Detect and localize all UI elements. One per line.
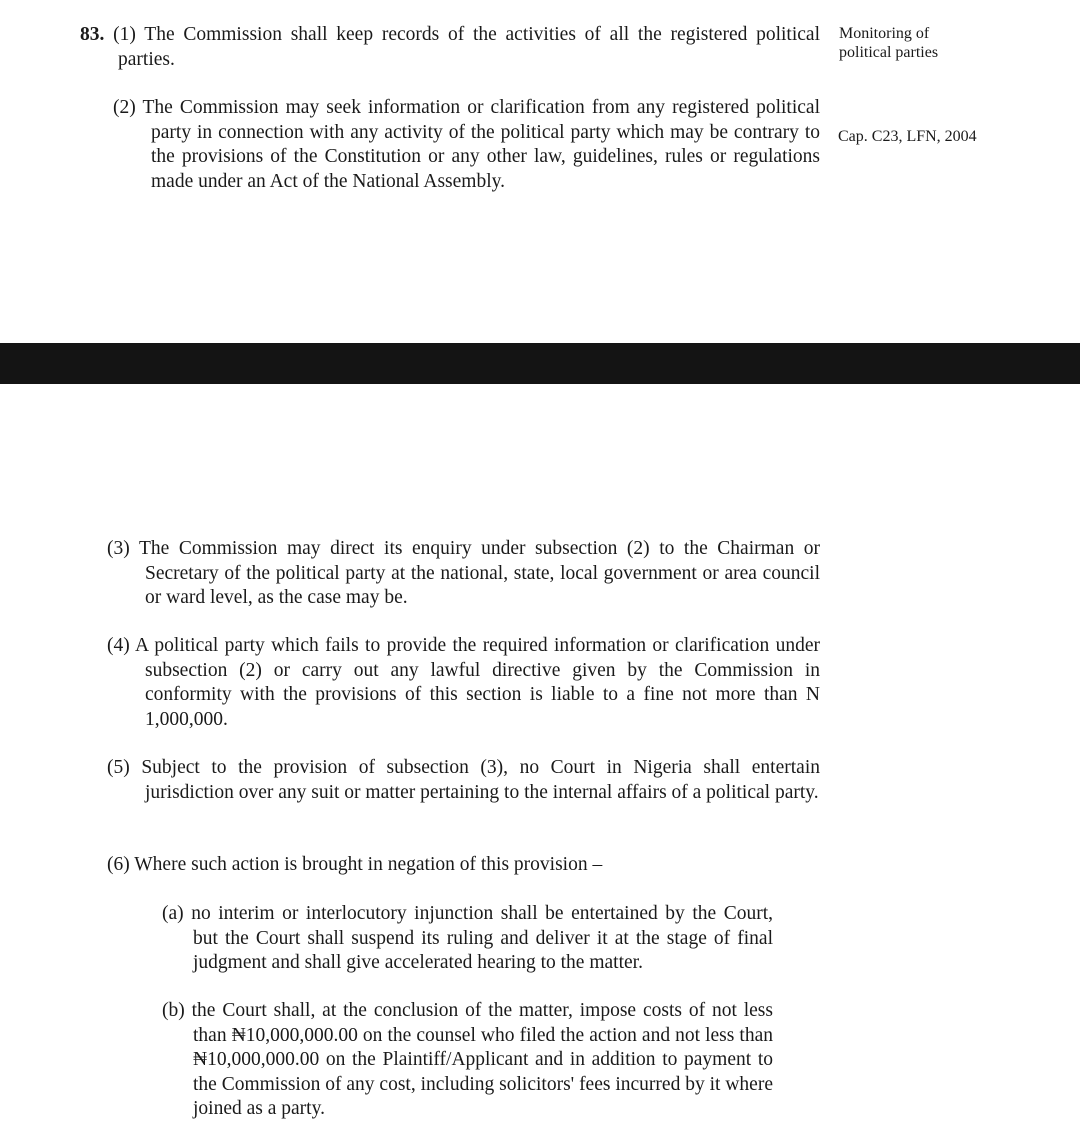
paragraph-6a: [162, 902, 773, 976]
subsection-3-text: The Commission may direct its enquiry under subsection (2) to the Chairman or Secretary of the political party at the national, state, local government or area council or ward level, as the case may be.: [138, 538, 820, 608]
paragraph-6a-number: (a): [162, 903, 184, 924]
subsection-5-number: (5): [107, 757, 130, 778]
paragraph-6b-number: (b): [162, 1000, 185, 1021]
subsection-4: [107, 634, 820, 732]
section-number: 83.: [80, 24, 105, 45]
page-divider-band: [0, 343, 1080, 384]
subsection-1-text: The Commission shall keep records of the activities of all the registered political parties.: [118, 24, 820, 70]
paragraph-6b-text: the Court shall, at the conclusion of the matter, impose costs of not less than ₦10,000,000.00 on the counsel who filed the action and not less than ₦10,000,000.00 on the Plaintiff/Applicant and in addition to payment to the Commission of any cost, including solicitors' fees incurred by it where joined as a party.: [191, 1000, 773, 1119]
subsection-4-number: (4): [107, 635, 130, 656]
subsection-6-text: Where such action is brought in negation of this provision –: [134, 854, 603, 875]
subsection-1: [80, 23, 820, 72]
paragraph-6b: [162, 999, 773, 1122]
subsection-2: [113, 96, 820, 194]
subsection-6-number: (6): [107, 854, 130, 875]
subsection-5-text: Subject to the provision of subsection (3), no Court in Nigeria shall entertain jurisdiction over any suit or matter pertaining to the internal affairs of a political party.: [141, 757, 820, 803]
subsection-2-text: The Commission may seek information or clarification from any registered political party in connection with any activity of the political party which may be contrary to the provisions of the Constitution or any other law, guidelines, rules or regulations made under an Act of the National Assembly.: [142, 97, 820, 192]
margin-note-reference: Cap. C23, LFN, 2004: [838, 128, 977, 145]
margin-note-heading: Monitoring of political parties: [839, 25, 939, 61]
subsection-2-number: (2): [113, 97, 136, 118]
subsection-1-number: (1): [113, 24, 136, 45]
subsection-4-text: A political party which fails to provide the required information or clarification under subsection (2) or carry out any lawful directive given by the Commission in conformity with the provisions of this section is liable to a fine not more than N 1,000,000.: [135, 635, 820, 730]
subsection-3: [107, 537, 820, 611]
paragraph-6a-text: no interim or interlocutory injunction shall be entertained by the Court, but the Court shall suspend its ruling and deliver it at the stage of final judgment and shall give accelerated hearing to the matter.: [191, 903, 773, 973]
subsection-3-number: (3): [107, 538, 130, 559]
subsection-6: [107, 853, 820, 878]
subsection-5: [107, 756, 820, 805]
